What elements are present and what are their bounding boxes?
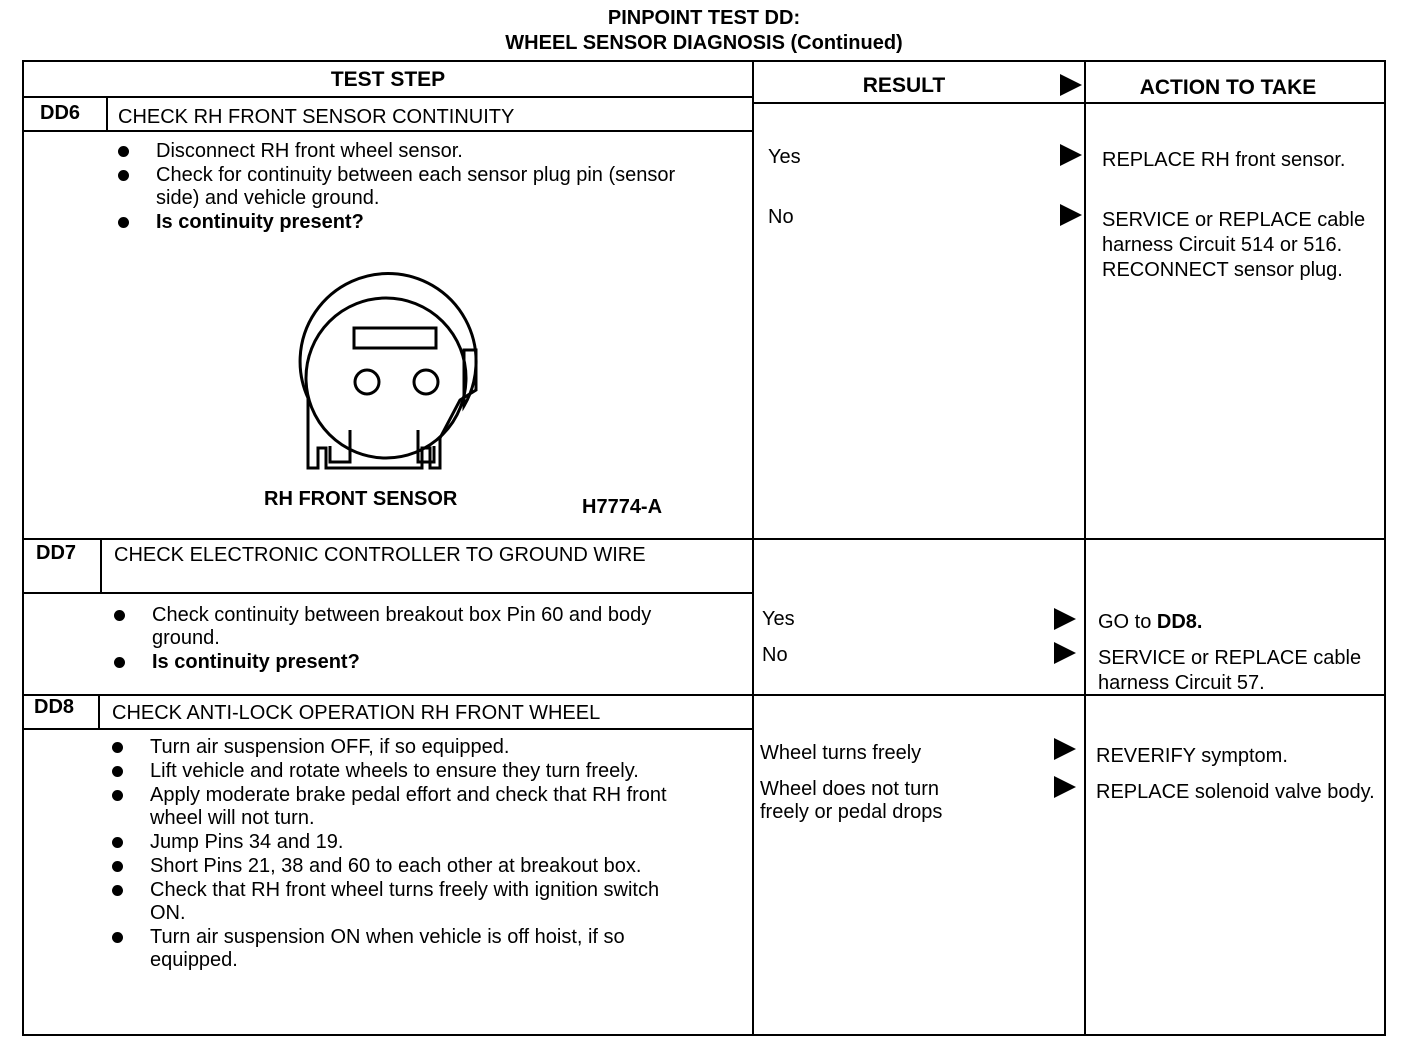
list-item-question: Is continuity present? [112, 651, 702, 674]
figure-code: H7774-A [582, 496, 663, 518]
step-id-divider-dd7 [100, 538, 102, 592]
sensor-pin-right [414, 370, 438, 394]
step-bullets-dd6 [116, 140, 716, 235]
arrow-icon [1054, 776, 1076, 798]
figure-caption: RH FRONT SENSOR [264, 488, 458, 510]
header-result: RESULT [862, 74, 946, 97]
action-dd6-no: SERVICE or REPLACE cable harness Circuit 514 or 516. RECONNECT sensor plug. [1102, 209, 1366, 281]
step-bullets-dd7 [112, 604, 702, 675]
step-id-divider-dd8 [98, 694, 100, 730]
list-item: Check continuity between breakout box Pin 60 and body ground. [112, 604, 702, 650]
arrow-icon [1060, 144, 1082, 166]
arrow-icon [1054, 738, 1076, 760]
sensor-housing-outline [300, 274, 476, 468]
row-divider-dd7-dd8 [24, 694, 1384, 696]
step-title-divider-dd8 [24, 728, 752, 730]
list-item: Turn air suspension ON when vehicle is off hoist, if so equipped. [110, 926, 700, 972]
step-title-dd8: CHECK ANTI-LOCK OPERATION RH FRONT WHEEL [112, 702, 601, 724]
list-item: Lift vehicle and rotate wheels to ensure they turn freely. [110, 760, 700, 783]
arrow-icon [1054, 608, 1076, 630]
result-dd6-yes: Yes [768, 146, 801, 168]
sensor-connector-ring [306, 298, 466, 458]
action-dd6-yes: REPLACE RH front sensor. [1102, 149, 1346, 171]
header-test-step: TEST STEP [330, 68, 446, 91]
result-dd8-free: Wheel turns freely [760, 742, 922, 764]
list-item: Disconnect RH front wheel sensor. [116, 140, 716, 163]
step-title-divider-dd7 [24, 592, 752, 594]
action-dd7-yes-target: DD8. [1156, 611, 1203, 633]
list-item-question: Is continuity present? [116, 211, 716, 234]
step-title-dd7: CHECK ELECTRONIC CONTROLLER TO GROUND WIRE [114, 544, 646, 566]
row-divider-dd6-dd7 [24, 538, 1384, 540]
action-dd8-free: REVERIFY symptom. [1096, 745, 1288, 767]
list-item: Short Pins 21, 38 and 60 to each other at breakout box. [110, 855, 700, 878]
result-dd6-no: No [768, 206, 794, 228]
action-dd7-no: SERVICE or REPLACE cable harness Circuit 57. [1098, 647, 1362, 694]
result-dd8-not-free: Wheel does not turn freely or pedal drops [760, 778, 943, 823]
action-dd7-yes-prefix: GO to [1098, 611, 1157, 633]
step-id-dd7: DD7 [36, 542, 77, 564]
result-dd7-yes: Yes [762, 608, 795, 630]
column-divider-result [752, 62, 754, 1034]
diagnosis-table [22, 60, 1386, 1036]
arrow-icon [1054, 642, 1076, 664]
header-action: ACTION TO TAKE [1139, 76, 1317, 99]
page-title-line1: PINPOINT TEST DD: [607, 7, 801, 29]
page-title-line2: WHEEL SENSOR DIAGNOSIS (Continued) [505, 32, 903, 54]
sensor-leg-left [330, 430, 350, 462]
list-item: Apply moderate brake pedal effort and check that RH front wheel will not turn. [110, 784, 700, 830]
sensor-key-slot [354, 328, 436, 348]
step-bullets-dd8 [110, 736, 700, 973]
step-id-divider-dd6 [106, 96, 108, 130]
arrow-icon [1060, 204, 1082, 226]
header-divider-right [752, 102, 1386, 104]
sensor-pin-left [355, 370, 379, 394]
list-item: Check that RH front wheel turns freely with ignition switch ON. [110, 879, 700, 925]
list-item: Jump Pins 34 and 19. [110, 831, 700, 854]
action-dd7-yes [1098, 610, 1378, 635]
list-item: Check for continuity between each sensor plug pin (sensor side) and vehicle ground. [116, 164, 716, 210]
rh-front-sensor-diagram [274, 270, 494, 470]
result-dd7-no: No [762, 644, 788, 666]
list-item: Turn air suspension OFF, if so equipped. [110, 736, 700, 759]
step-id-dd6: DD6 [40, 102, 81, 124]
header-arrow-icon [1060, 74, 1082, 96]
step-title-dd6: CHECK RH FRONT SENSOR CONTINUITY [118, 106, 515, 128]
step-title-divider-dd6 [24, 130, 752, 132]
action-dd8-not-free: REPLACE solenoid valve body. [1096, 781, 1375, 803]
header-divider-left [24, 96, 752, 98]
step-id-dd8: DD8 [34, 696, 75, 718]
column-divider-action [1084, 62, 1086, 1034]
